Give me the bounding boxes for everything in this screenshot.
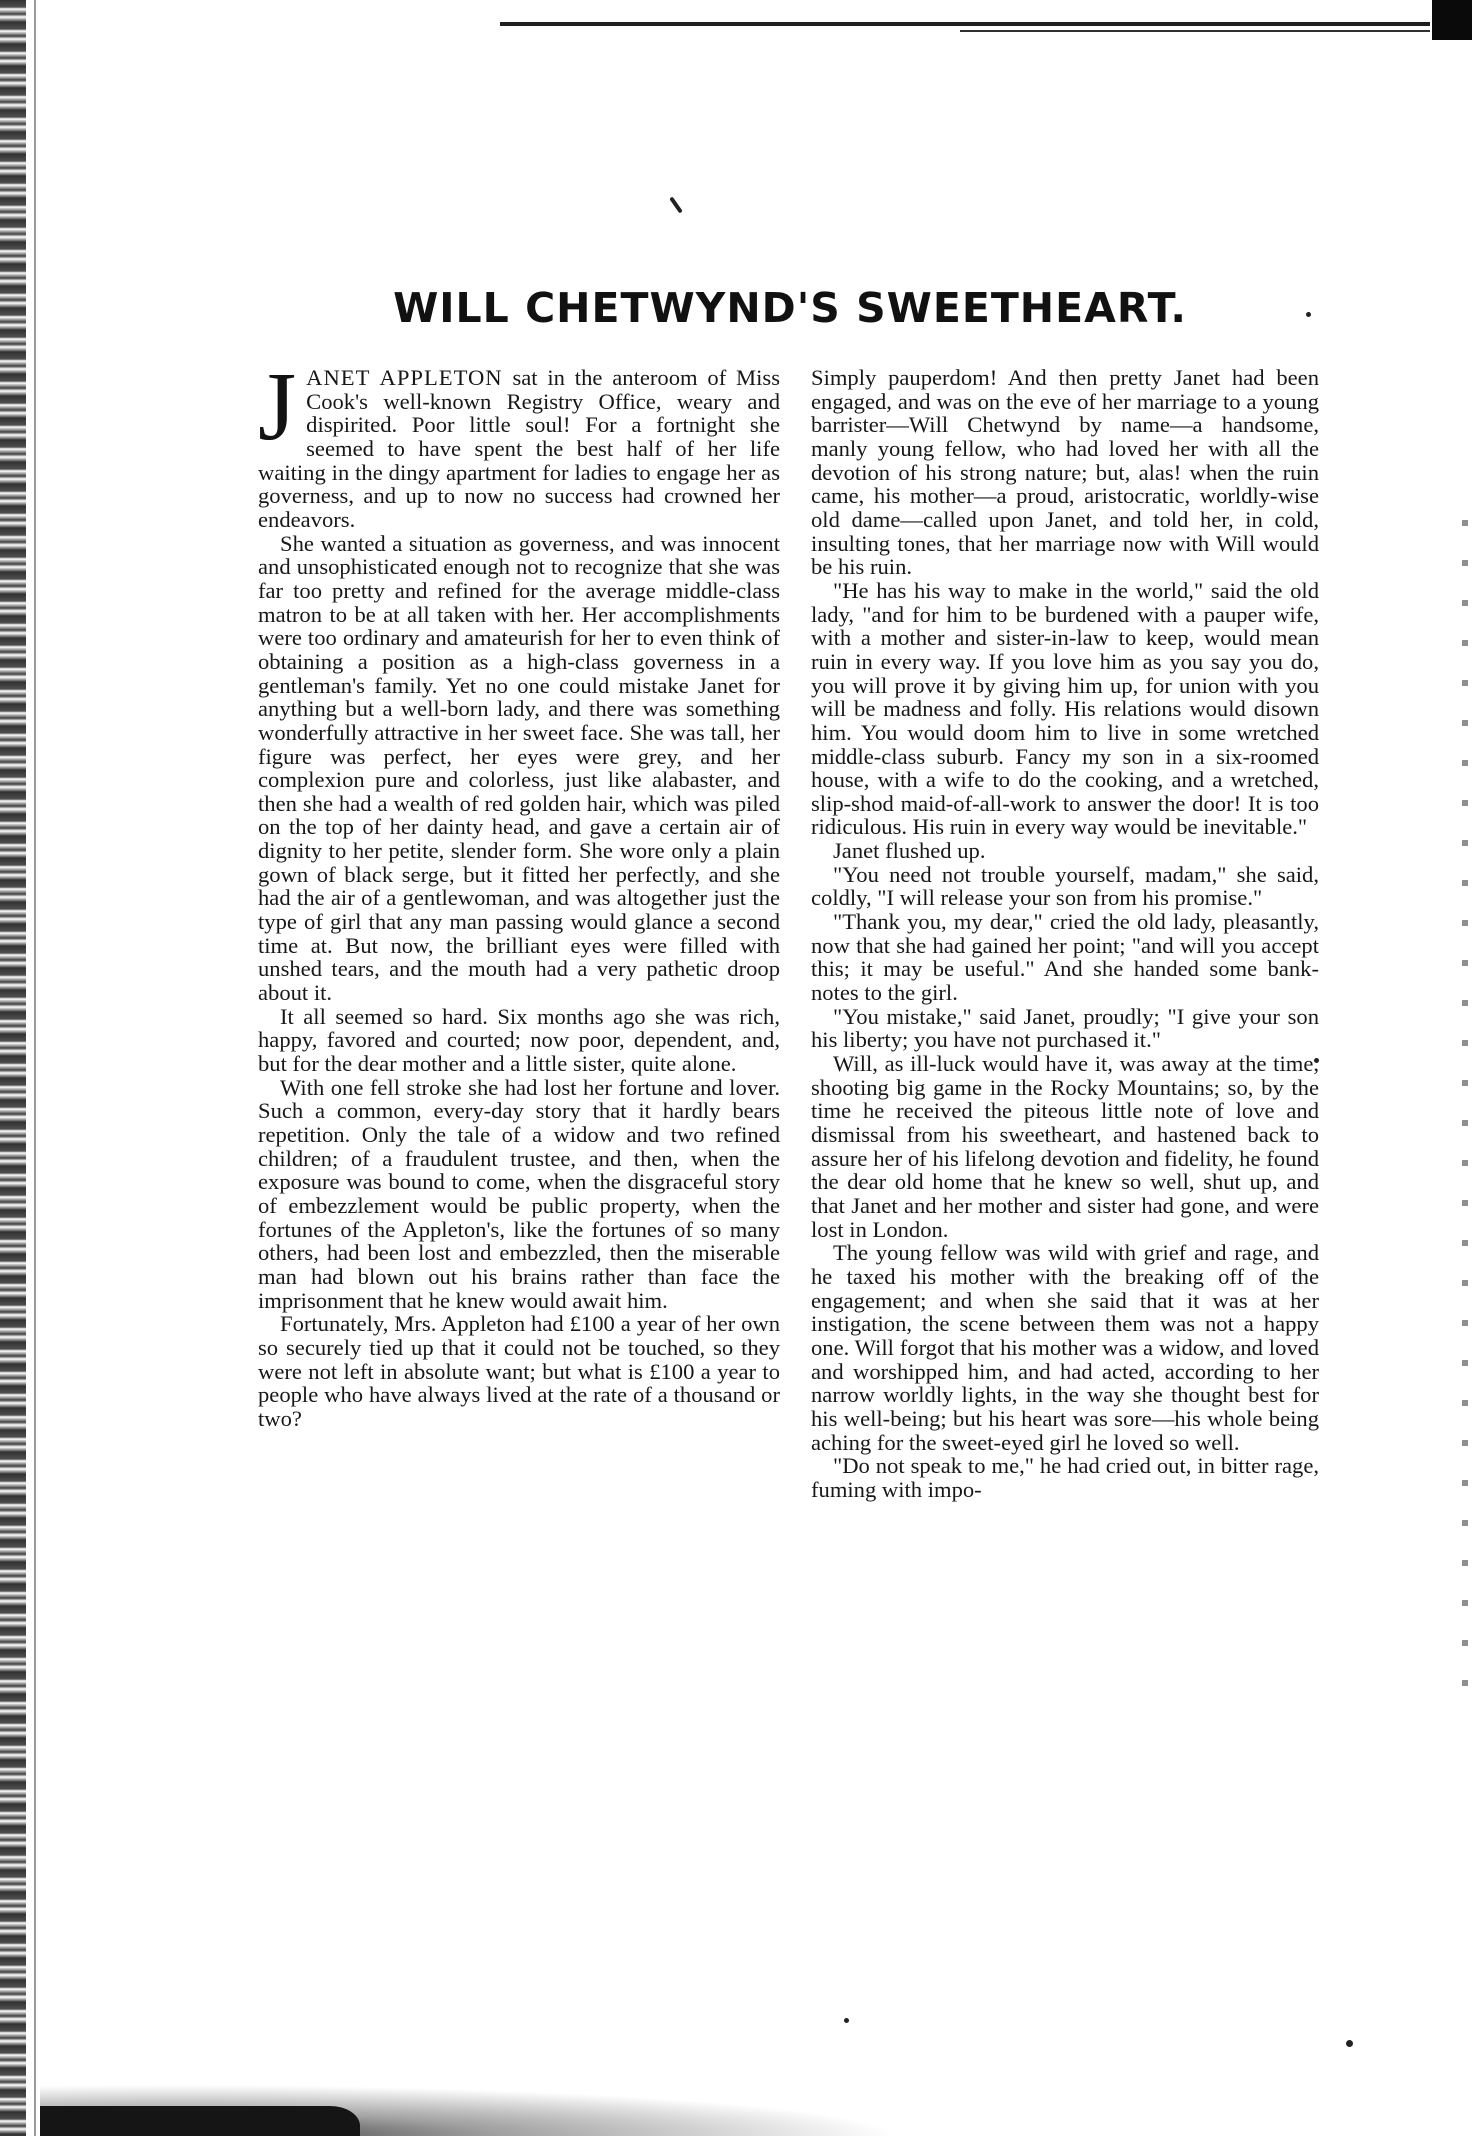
paragraph: Janet flushed up.: [833, 838, 986, 864]
opening-text: sat in the anteroom of Miss Cook's well-known Registry Office, weary and dispirited. Poor little soul! For a fortnight she seemed to have spent the best half of her life waiting in the dingy apartment for ladies to engage her as governess, and up to now no success had crowned her endeavors.: [258, 365, 780, 532]
paragraph: Fortunately, Mrs. Appleton had £100 a year of her own so securely tied up that it could not be touched, so they were not left in absolute want; but what is £100 a year to people who have always lived at the rate of a thousand or two?: [258, 1311, 780, 1431]
stray-mark: [669, 196, 683, 213]
paragraph: "You mistake," said Janet, proudly; "I give your son his liberty; you have not purchased it.": [811, 1003, 1319, 1053]
paragraph: Will, as ill-luck would have it, was away at the time, shooting big game in the Rocky Mountains; so, by the time he received the piteous little note of love and dismissal from his sweetheart, and hastened back to assure her of his lifelong devotion and fidelity, he found the dear old home that he knew so well, shut up, and that Janet and her mother and sister had gone, and were lost in London.: [811, 1051, 1319, 1242]
paragraph: The young fellow was wild with grief and rage, and he taxed his mother with the breaking off of the engagement; and when she said that it was at her instigation, the scene between them was not a happy one. Will forgot that his mother was a widow, and loved and worshipped him, and had acted, according to her narrow worldly lights, in the way she thought best for his well-being; but his heart was sore—his whole being aching for the sweet-eyed girl he loved so well.: [811, 1240, 1319, 1455]
opening-name: ANET APPLETON: [306, 365, 503, 390]
top-rule: [500, 22, 1430, 26]
paragraph: It all seemed so hard. Six months ago she was rich, happy, favored and courted; now poor, dependent, and, but for the dear mother and a little sister, quite alone.: [258, 1003, 780, 1077]
top-rule-secondary: [960, 30, 1430, 32]
paragraph: With one fell stroke she had lost her fortune and lover. Such a common, every-day story that it hardly bears repetition. Only the tale of a widow and two refined children; of a fraudulent trustee, and then, when the exposure was bound to come, when the disgraceful story of embezzlement would be public property, when the fortunes of the Appleton's, like the fortunes of so many others, had been lost and embezzled, then the miserable man had blown out his brains rather than face the imprisonment that he knew would await him.: [258, 1074, 780, 1313]
paragraph: "He has his way to make in the world," said the old lady, "and for him to be burdened with a pauper wife, with a mother and sister-in-law to keep, would mean ruin in every way. If you love him as you say you do, you will prove it by giving him up, for union with you will be madness and folly. His relations would disown him. You would doom him to live in some wretched middle-class suburb. Fancy my son in a six-roomed house, with a wife to do the cooking, and a wretched, slip-shod maid-of-all-work to answer the door! It is too ridiculous. His ruin in every way would be inevitable.": [811, 577, 1319, 840]
stray-mark: [844, 2018, 849, 2023]
drop-cap: J: [258, 353, 297, 461]
right-edge-marks: [1462, 520, 1468, 1720]
bottom-dark-edge: [40, 2106, 360, 2136]
article-title: WILL CHETWYND'S SWEETHEART.: [393, 284, 1187, 332]
corner-mark: [1432, 0, 1472, 40]
right-column: [811, 366, 1319, 1502]
stray-mark: [1306, 312, 1311, 317]
paragraph: "You need not trouble yourself, madam," she said, coldly, "I will release your son from his promise.": [811, 861, 1319, 911]
binding-line: [34, 0, 36, 2136]
paragraph: She wanted a situation as governess, and was innocent and unsophisticated enough not to recognize that she was far too pretty and refined for the average middle-class matron to be at all taken with her. Her accomplishments were too ordinary and amateurish for her to even think of obtaining a position as a high-class governess in a gentleman's family. Yet no one could mistake Janet for anything but a well-born lady, and there was something wonderfully attractive in her sweet face. She was tall, her figure was perfect, her eyes were grey, and her complexion pure and colorless, just like alabaster, and then she had a wealth of red golden hair, which was piled on the top of her dainty head, and gave a certain air of dignity to her petite, slender form. She wore only a plain gown of black serge, but it fitted her perfectly, and she had the air of a gentlewoman, and was altogether just the type of girl that any man passing would glance a second time at. But now, the brilliant eyes were filled with unshed tears, and the mouth had a very pathetic droop about it.: [258, 530, 780, 1006]
paragraph: "Do not speak to me," he had cried out, in bitter rage, fuming with impo-: [811, 1453, 1319, 1502]
opening-paragraph: [258, 353, 780, 532]
binding-edge: [0, 0, 26, 2136]
left-column: [258, 353, 780, 1431]
paragraph: "Thank you, my dear," cried the old lady, pleasantly, now that she had gained her point; "and will you accept this; it may be useful." And she handed some bank-notes to the girl.: [811, 909, 1319, 1006]
continued-paragraph: Simply pauperdom! And then pretty Janet had been engaged, and was on the eve of her marriage to a young barrister—Will Chetwynd by name—a handsome, manly young fellow, who had loved her with all the devotion of his strong nature; but, alas! when the ruin came, his mother—a proud, aristocratic, worldly-wise old dame—called upon Janet, and told her, in cold, insulting tones, that her marriage now with Will would be his ruin.: [811, 365, 1319, 580]
